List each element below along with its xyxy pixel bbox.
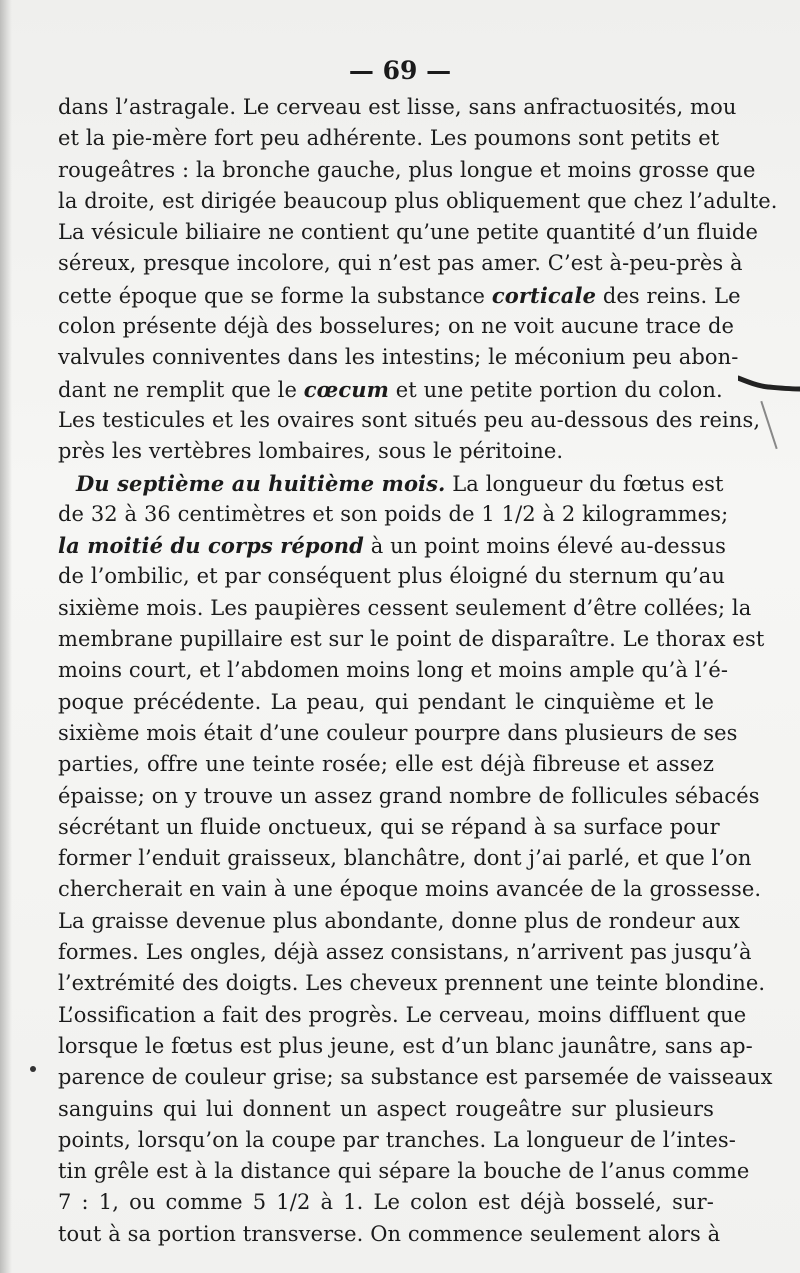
text-span: dant ne remplit que le	[58, 377, 298, 402]
text-line: et la pie-mère fort peu adhérente. Les poumons sont petits et	[58, 126, 720, 151]
text-span: des reins. Le	[602, 283, 741, 308]
margin-pencil-mark-icon	[738, 372, 800, 398]
scan-edge	[0, 0, 12, 1273]
text-span: et une petite portion du colon.	[395, 377, 723, 402]
text-line: sécrétant un fluide onctueux, qui se répand à sa surface pour	[58, 814, 720, 839]
italic-term-corticale: corticale	[491, 282, 597, 308]
text-line: valvules conniventes dans les intestins; le méconium peu abon-	[58, 345, 739, 370]
text-line: rougeâtres : la bronche gauche, plus longue et moins grosse que	[58, 157, 756, 182]
text-line: dans l’astragale. Le cerveau est lisse, sans anfractuosités, mou	[58, 95, 737, 119]
section-heading-line	[58, 468, 724, 499]
text-line: parties, offre une teinte rosée; elle est déjà fibreuse et assez	[58, 752, 714, 777]
text-line: poque précédente. La peau, qui pendant le cinquième et le	[58, 689, 714, 714]
text-line: chercherait en vain à une époque moins avancée de la grossesse.	[58, 877, 762, 902]
margin-dot-mark	[30, 1066, 36, 1072]
text-span: cette époque que se forme la substance	[58, 283, 486, 308]
text-line: lorsque le fœtus est plus jeune, est d’un blanc jaunâtre, sans ap-	[58, 1033, 753, 1058]
page-number: — 69 —	[348, 56, 452, 85]
italic-phrase: la moitié du corps répond	[58, 533, 364, 559]
text-line	[58, 374, 723, 405]
text-line: de l’ombilic, et par conséquent plus éloigné du sternum qu’au	[58, 564, 726, 589]
text-line: formes. Les ongles, déjà assez consistans, n’arrivent pas jusqu’à	[58, 940, 752, 965]
text-line: sixième mois était d’une couleur pourpre dans plusieurs de ses	[58, 720, 738, 745]
text-line	[58, 280, 741, 311]
text-line: La vésicule biliaire ne contient qu’une petite quantité d’un fluide	[58, 220, 758, 245]
text-line: Les testicules et les ovaires sont situés peu au-dessous des reins,	[58, 407, 761, 432]
italic-term-coecum: cœcum	[303, 376, 389, 402]
text-line: moins court, et l’abdomen moins long et moins ample qu’à l’é-	[58, 658, 729, 683]
text-line: la droite, est dirigée beaucoup plus obliquement que chez l’adulte.	[58, 188, 778, 213]
text-line: tin grêle est à la distance qui sépare la bouche de l’anus comme	[58, 1159, 750, 1184]
text-line: sixième mois. Les paupières cessent seulement d’être collées; la	[58, 595, 752, 620]
text-line: de 32 à 36 centimètres et son poids de 1 1/2 à 2 kilogrammes;	[58, 501, 729, 526]
text-line: près les vertèbres lombaires, sous le péritoine.	[58, 439, 564, 464]
text-line: l’extrémité des doigts. Les cheveux prennent une teinte blondine.	[58, 971, 766, 996]
section-heading: Du septième au huitième mois.	[76, 470, 446, 496]
text-line: 7 : 1, ou comme 5 1/2 à 1. Le colon est déjà bosselé, sur-	[58, 1190, 714, 1215]
text-line: épaisse; on y trouve un assez grand nombre de follicules sébacés	[58, 783, 760, 808]
text-line	[58, 530, 726, 561]
text-line: sanguins qui lui donnent un aspect rougeâtre sur plusieurs	[58, 1096, 714, 1121]
text-line: former l’enduit graisseux, blanchâtre, dont j’ai parlé, et que l’on	[58, 846, 752, 871]
text-line: La graisse devenue plus abondante, donne plus de rondeur aux	[58, 908, 740, 933]
text-span: à un point moins élevé au-dessus	[370, 534, 726, 559]
text-span: La longueur du fœtus est	[452, 471, 724, 496]
text-line: séreux, presque incolore, qui n’est pas amer. C’est à-peu-près à	[58, 251, 743, 276]
text-line: L’ossification a fait des progrès. Le cerveau, moins diffluent que	[58, 1002, 747, 1027]
text-line: membrane pupillaire est sur le point de disparaître. Le thorax est	[58, 627, 765, 652]
text-line: parence de couleur grise; sa substance est parsemée de vaisseaux	[58, 1065, 773, 1090]
text-line: points, lorsqu’on la coupe par tranches. La longueur de l’intes-	[58, 1127, 736, 1152]
margin-tick-mark	[760, 401, 777, 449]
text-line: colon présente déjà des bosselures; on ne voit aucune trace de	[58, 314, 735, 339]
body-text	[58, 92, 778, 1250]
text-line: tout à sa portion transverse. On commence seulement alors à	[58, 1221, 721, 1246]
